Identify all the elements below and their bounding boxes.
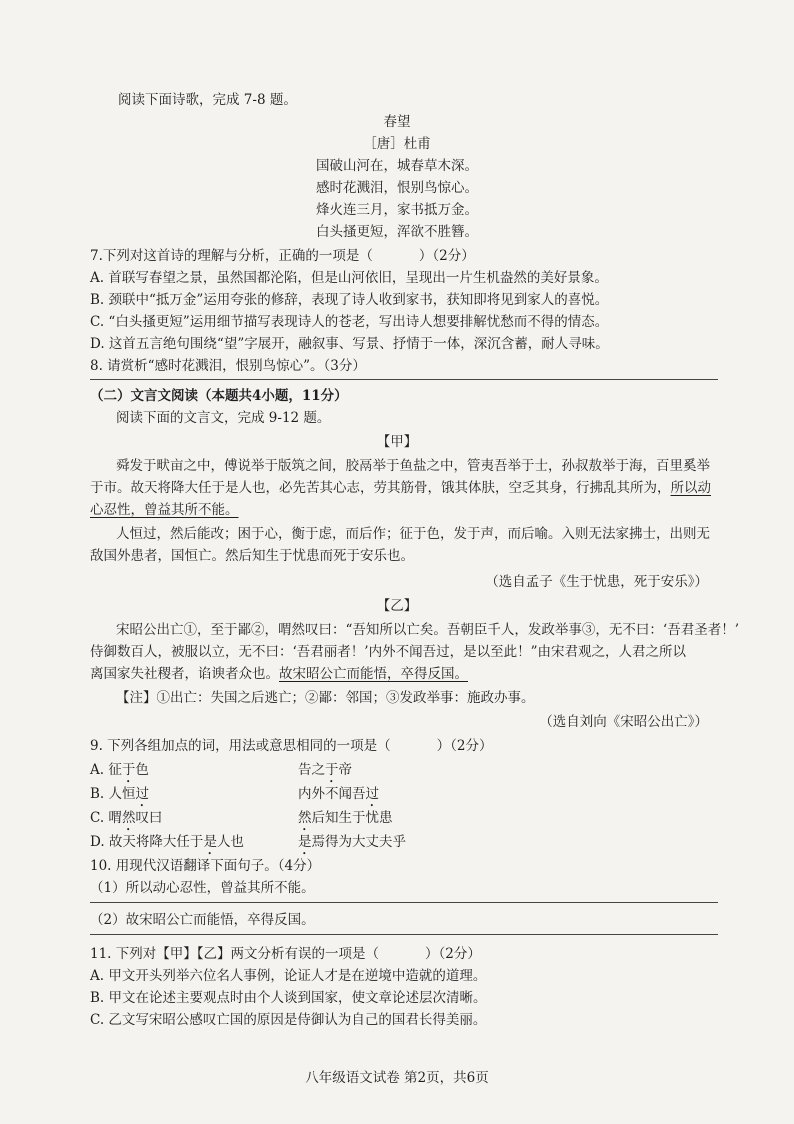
question-11-option-a: A. 甲文开头列举六位名人事例，论证人才是在逆境中造就的道理。 bbox=[90, 968, 487, 984]
passage-a-label: 【甲】 bbox=[376, 434, 418, 450]
passage-b-label: 【乙】 bbox=[376, 598, 418, 614]
question-8-stem: 8. 请赏析“感时花溅泪，恨别鸟惊心”。（3分） bbox=[90, 358, 366, 374]
question-7-option-a: A. 首联写春望之景，虽然国都沦陷，但是山河依旧，呈现出一片生机盎然的美好景象。 bbox=[90, 270, 608, 286]
question-9-option-b-left: B. 人恒过 bbox=[90, 786, 150, 802]
poem-line: 感时花溅泪，恨别鸟惊心。 bbox=[316, 180, 478, 196]
question-9-stem: 9. 下列各组加点的词，用法或意思相同的一项是（ ）（2分） bbox=[90, 738, 493, 754]
poem-line: 国破山河在，城春草木深。 bbox=[316, 158, 478, 174]
underlined-sentence: 故宋昭公亡而能悟，卒得反国。 bbox=[279, 666, 468, 682]
question-10-sentence-1: （1）所以动心忍性，曾益其所不能。 bbox=[90, 880, 315, 896]
question-7-stem: 7.下列对这首诗的理解与分析，正确的一项是（ ）（2分） bbox=[90, 248, 475, 264]
answer-line bbox=[90, 934, 718, 935]
question-11-stem: 11. 下列对【甲】【乙】两文分析有误的一项是（ ）（2分） bbox=[90, 946, 481, 962]
question-9-option-c-left: C. 喟然叹曰 bbox=[90, 810, 163, 826]
passage-b-source: （选自刘向《宋昭公出亡》） bbox=[539, 714, 708, 730]
question-7-option-d: D. 这首五言绝句围绕“望”字展开，融叙事、写景、抒情于一体，深沉含蓄，耐人寻味。 bbox=[90, 336, 609, 352]
poem-author: ［唐］杜甫 bbox=[363, 136, 431, 152]
question-9-option-a-left: A. 征于色 bbox=[90, 762, 149, 778]
question-9-option-d-left: D. 故天将降大任于是人也 bbox=[90, 834, 244, 850]
section-2-intro: 阅读下面的文言文，完成 9-12 题。 bbox=[116, 410, 331, 426]
question-11-option-b: B. 甲文在论述主要观点时由个人谈到国家，使文章论述层次清晰。 bbox=[90, 990, 487, 1006]
passage-b-note: 【注】①出亡：失国之后逃亡；②鄙：邻国；③发政举事：施政办事。 bbox=[116, 690, 535, 706]
passage-b-line: 宋昭公出亡①，至于鄙②，喟然叹曰：“吾知所以亡矣。吾朝臣千人，发政举事③，无不曰：‘吾君圣者！’ bbox=[116, 622, 739, 638]
question-10-stem: 10. 用现代汉语翻译下面句子。（4分） bbox=[90, 858, 321, 874]
question-7-option-c: C. “白头搔更短”运用细节描写表现诗人的苍老，写出诗人想要排解忧愁而不得的情态。 bbox=[90, 314, 609, 330]
passage-a-source: （选自孟子《生于忧患，死于安乐》） bbox=[485, 574, 708, 590]
passage-a-line: 于市。故天将降大任于是人也，必先苦其心志，劳其筋骨，饿其体肤，空乏其身，行拂乱其所为，所以动 bbox=[90, 480, 711, 496]
passage-b-line: 侍御数百人，被服以立，无不曰：‘吾君丽者！’内外不闻吾过，是以至此！”由宋君观之，人君之所以 bbox=[90, 644, 686, 660]
question-10-sentence-2: （2）故宋昭公亡而能悟，卒得反国。 bbox=[90, 912, 315, 928]
question-9-option-c-right: 然后知生于忧患 bbox=[298, 810, 393, 826]
passage-a-line: 敌国外患者，国恒亡。然后知生于忧患而死于安乐也。 bbox=[90, 548, 414, 564]
passage-a-line bbox=[90, 500, 239, 520]
poem-line: 烽火连三月，家书抵万金。 bbox=[316, 202, 478, 218]
question-11-option-c: C. 乙文写宋昭公感叹亡国的原因是侍御认为自己的国君长得美丽。 bbox=[90, 1012, 487, 1028]
passage-a-line: 人恒过，然后能改；困于心，衡于虑，而后作；征于色，发于声，而后喻。入则无法家拂士，出则无 bbox=[116, 526, 710, 542]
poem-line: 白头搔更短，浑欲不胜簪。 bbox=[316, 224, 478, 240]
answer-line bbox=[90, 902, 718, 903]
underlined-sentence: 心忍性，曾益其所不能。 bbox=[90, 502, 239, 518]
page-footer: 八年级语文试卷 第2页，共6页 bbox=[305, 1070, 489, 1086]
question-9-option-a-right: 告之于帝 bbox=[298, 762, 352, 778]
answer-line bbox=[90, 379, 718, 380]
question-9-option-d-right: 是焉得为大丈夫乎 bbox=[298, 834, 406, 850]
section-2-heading: （二）文言文阅读（本题共4小题，11分） bbox=[90, 388, 348, 404]
passage-b-line: 离国家失社稷者，谄谀者众也。故宋昭公亡而能悟，卒得反国。 bbox=[90, 666, 468, 682]
poem-title: 春望 bbox=[383, 114, 411, 130]
question-9-option-b-right: 内外不闻吾过 bbox=[298, 786, 379, 802]
passage-a-line: 舜发于畎亩之中，傅说举于版筑之间，胶鬲举于鱼盐之中，管夷吾举于士，孙叔敖举于海，百里奚举 bbox=[116, 458, 710, 474]
intro-7-8: 阅读下面诗歌，完成 7-8 题。 bbox=[118, 92, 297, 108]
underlined-sentence: 所以动 bbox=[670, 480, 711, 496]
question-7-option-b: B. 颈联中“抵万金”运用夸张的修辞，表现了诗人收到家书，获知即将见到家人的喜悦。 bbox=[90, 292, 609, 308]
